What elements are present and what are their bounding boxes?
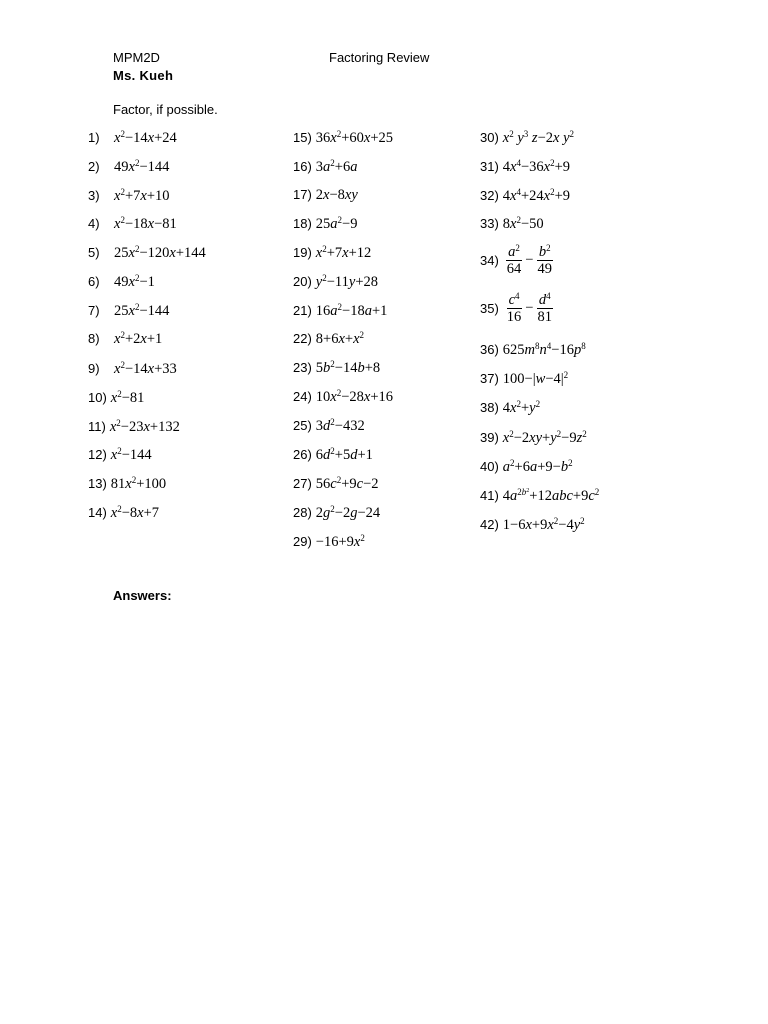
fraction: $\frac{c^4}{16}$ <box>506 291 522 325</box>
answers-heading: Answers: <box>113 588 172 603</box>
problem-expression: $x^2-8x+7$ <box>110 504 160 521</box>
problem-25 <box>293 418 365 435</box>
problem-5 <box>88 245 206 262</box>
problem-expression: $8+6x+x^2$ <box>315 330 365 347</box>
problem-expression: 2x−8xy <box>315 187 358 203</box>
problem-number: 3) <box>88 188 100 203</box>
problem-number: 10) <box>88 390 107 405</box>
problem-number: 6) <box>88 274 100 289</box>
problem-expression: $100-|w-4|^2$ <box>502 370 569 387</box>
problem-27 <box>293 476 379 493</box>
problem-expression: $10x^2-28x+16$ <box>315 388 394 405</box>
problem-expression: $16a^2-18a+1$ <box>315 302 388 319</box>
problem-expression: $4x^4+24x^2+9$ <box>502 187 571 204</box>
problem-number: 39) <box>480 430 499 445</box>
problem-6 <box>88 274 155 291</box>
problem-number: 34) <box>480 253 499 268</box>
problem-expression: $36x^2+60x+25$ <box>315 129 394 146</box>
problem-expression: $1-6x+9x^2-4y^2$ <box>502 516 585 533</box>
problem-expression: $3d^2-432$ <box>315 417 365 434</box>
problem-expression: $5b^2-14b+8$ <box>315 359 381 376</box>
problem-number: 16) <box>293 159 312 174</box>
problem-number: 29) <box>293 534 312 549</box>
problem-expression: $-16+9x^2$ <box>315 533 365 550</box>
problem-number: 20) <box>293 274 312 289</box>
problem-34 <box>480 244 554 277</box>
course-code: MPM2D <box>113 50 160 65</box>
problem-number: 32) <box>480 188 499 203</box>
problem-12 <box>88 447 152 464</box>
problem-number: 13) <box>88 476 107 491</box>
problem-number: 31) <box>480 159 499 174</box>
problem-9 <box>88 361 177 378</box>
problem-expression: $x^2-144$ <box>110 446 152 463</box>
problem-expression: $x^2-81$ <box>110 389 145 406</box>
problem-31 <box>480 159 570 176</box>
instructions: Factor, if possible. <box>113 102 218 117</box>
problem-number: 19) <box>293 245 312 260</box>
problem-10 <box>88 390 144 407</box>
problem-37 <box>480 371 568 388</box>
problem-number: 8) <box>88 331 100 346</box>
problem-number: 2) <box>88 159 100 174</box>
problem-17 <box>293 187 358 204</box>
problem-expression: $x^2-18x-81$ <box>114 215 177 232</box>
problem-3 <box>88 188 170 205</box>
problem-expression: $a^2+6a+9-b^2$ <box>502 458 573 475</box>
problem-expression: $x^2+2x+1$ <box>114 330 163 347</box>
problem-14 <box>88 505 159 522</box>
problem-18 <box>293 216 357 233</box>
problem-expression: $x^2-23x+132$ <box>109 418 180 435</box>
problem-42 <box>480 517 585 534</box>
problem-number: 15) <box>293 130 312 145</box>
problem-expression: $25x^2-120x+144$ <box>114 244 206 261</box>
problem-20 <box>293 274 378 291</box>
problem-16 <box>293 159 357 176</box>
problem-number: 5) <box>88 245 100 260</box>
problem-number: 28) <box>293 505 312 520</box>
problem-expression: $x^2-14x+24$ <box>114 129 177 146</box>
problem-number: 25) <box>293 418 312 433</box>
problem-2 <box>88 159 169 176</box>
problem-expression: $x^2$ $y^3$ z−2x $y^2$ <box>502 129 575 146</box>
problem-7 <box>88 303 169 320</box>
problem-number: 18) <box>293 216 312 231</box>
problem-22 <box>293 331 364 348</box>
problem-number: 11) <box>88 419 106 434</box>
problem-15 <box>293 130 393 147</box>
operator: − <box>525 300 534 316</box>
problem-expression: $25a^2-9$ <box>315 215 358 232</box>
problem-number: 38) <box>480 400 499 415</box>
problem-1 <box>88 130 177 147</box>
problem-11 <box>88 419 180 436</box>
page-title: Factoring Review <box>329 50 430 65</box>
problem-30 <box>480 130 574 147</box>
problem-number: 4) <box>88 216 100 231</box>
problem-35 <box>480 292 554 325</box>
problem-39 <box>480 430 587 447</box>
problem-expression: $2g^2-2g-24$ <box>315 504 381 521</box>
problem-expression: $x^2+7x+12$ <box>315 244 372 261</box>
problem-expression: $625m^8n^4-16p^8$ <box>502 341 586 358</box>
problem-expression: $x^2-2xy+y^2-9z^2$ <box>502 429 587 446</box>
problem-number: 41) <box>480 488 499 503</box>
problem-expression: $4x^2+y^2$ <box>502 399 541 416</box>
problem-number: 24) <box>293 389 312 404</box>
problem-number: 33) <box>480 216 499 231</box>
problem-number: 14) <box>88 505 107 520</box>
problem-4 <box>88 216 177 233</box>
problem-expression: $x^2+7x+10$ <box>114 187 170 204</box>
problem-number: 36) <box>480 342 499 357</box>
problem-number: 12) <box>88 447 107 462</box>
problem-number: 9) <box>88 361 100 376</box>
problem-38 <box>480 400 540 417</box>
problem-expression: $49x^2-1$ <box>114 273 155 290</box>
problem-number: 42) <box>480 517 499 532</box>
problem-8 <box>88 331 162 348</box>
problem-23 <box>293 360 380 377</box>
problem-expression: $y^2-11y+28$ <box>315 273 378 290</box>
fraction: $\frac{d^4}{81}$ <box>537 291 552 325</box>
problem-28 <box>293 505 380 522</box>
problem-number: 40) <box>480 459 499 474</box>
problem-number: 23) <box>293 360 312 375</box>
problem-number: 7) <box>88 303 100 318</box>
problem-number: 1) <box>88 130 100 145</box>
problem-24 <box>293 389 393 406</box>
problem-41 <box>480 488 599 505</box>
problem-expression: $3a^2+6a$ <box>315 158 358 175</box>
teacher-name: Ms. Kueh <box>113 68 174 83</box>
fraction: $\frac{b^2}{49}$ <box>537 243 552 277</box>
problem-26 <box>293 447 373 464</box>
problem-number: 22) <box>293 331 312 346</box>
problem-number: 27) <box>293 476 312 491</box>
problem-number: 35) <box>480 301 499 316</box>
problem-expression: $8x^2-50$ <box>502 215 544 232</box>
problem-expression: $49x^2-144$ <box>114 158 170 175</box>
operator: − <box>525 252 534 268</box>
problem-33 <box>480 216 544 233</box>
problem-expression: $56c^2+9c-2$ <box>315 475 379 492</box>
problem-32 <box>480 188 570 205</box>
problem-13 <box>88 476 166 493</box>
problem-number: 30) <box>480 130 499 145</box>
problem-expression: $6d^2+5d+1$ <box>315 446 373 463</box>
fraction: $\frac{a^2}{64}$ <box>506 243 522 277</box>
problem-expression: $4a^{2b^2}+12abc+9c^2$ <box>502 487 600 504</box>
problem-29 <box>293 534 365 551</box>
problem-36 <box>480 342 586 359</box>
problem-number: 37) <box>480 371 499 386</box>
problem-expression: $4x^4-36x^2+9$ <box>502 158 571 175</box>
problem-21 <box>293 303 387 320</box>
problem-expression: $81x^2+100$ <box>110 475 167 492</box>
problem-number: 21) <box>293 303 312 318</box>
problem-19 <box>293 245 371 262</box>
problem-expression: $x^2-14x+33$ <box>114 360 177 377</box>
problem-number: 26) <box>293 447 312 462</box>
problem-number: 17) <box>293 187 312 202</box>
problem-40 <box>480 459 573 476</box>
problem-expression: $25x^2-144$ <box>114 302 170 319</box>
